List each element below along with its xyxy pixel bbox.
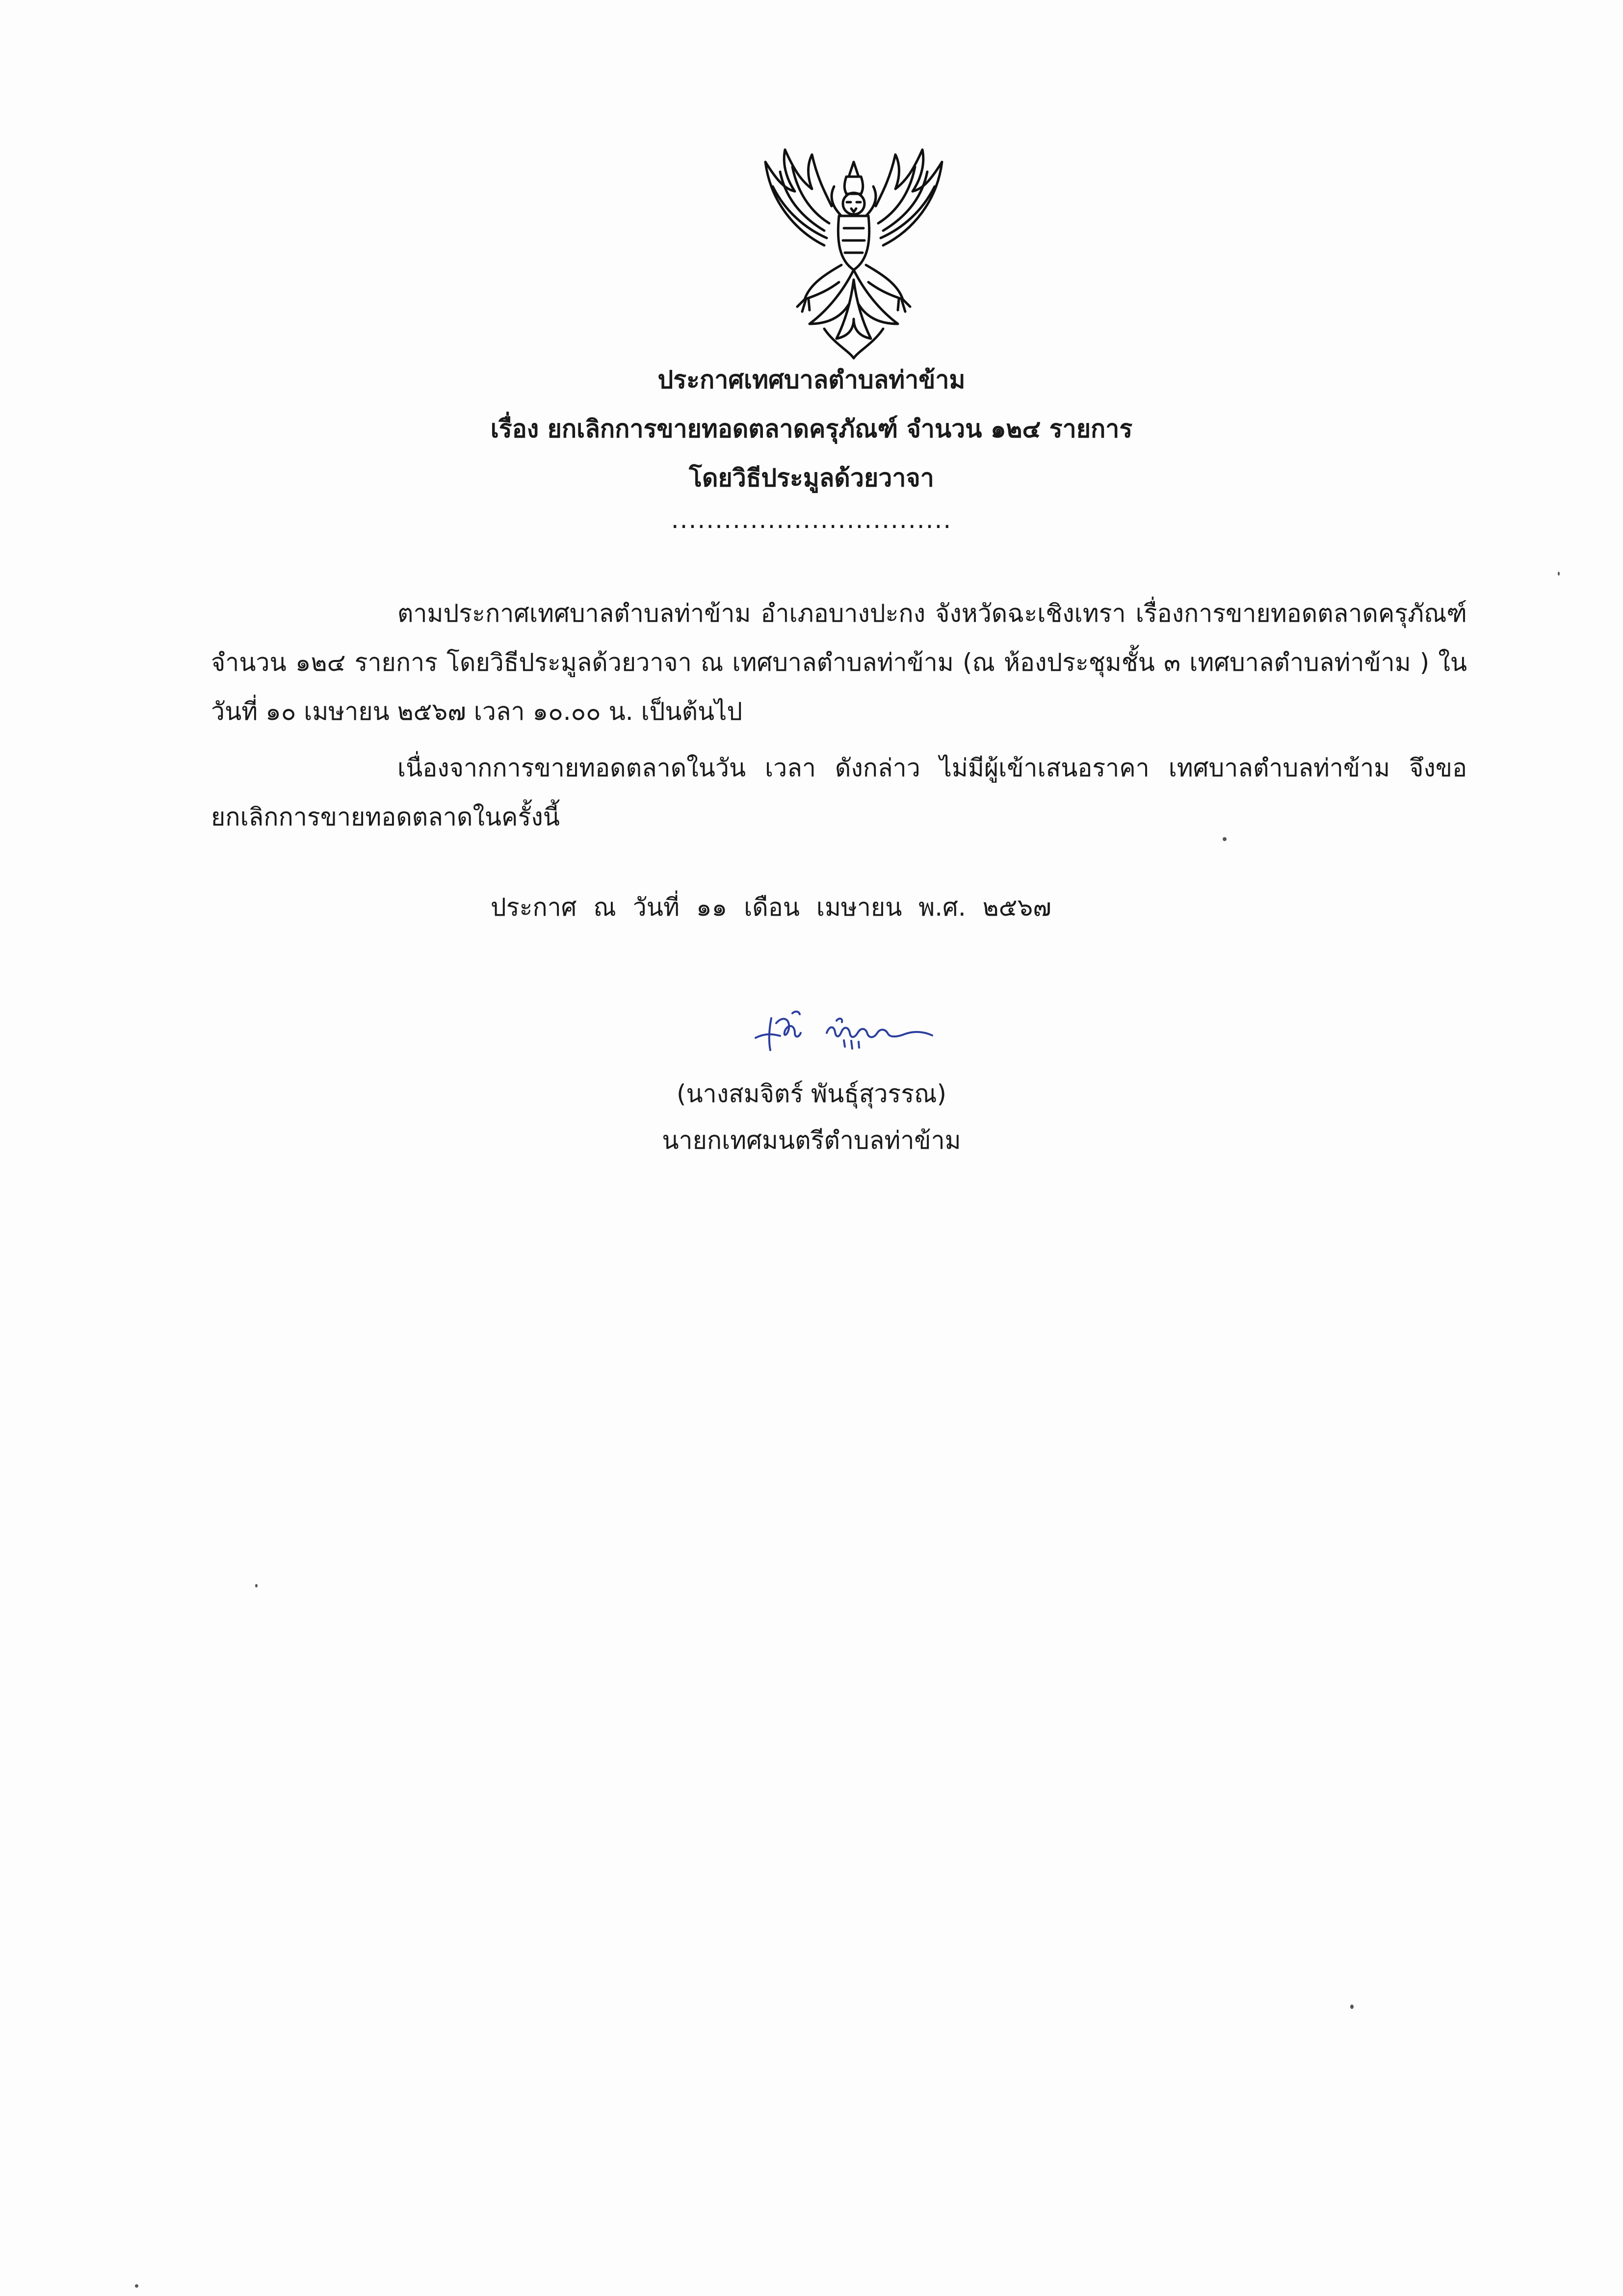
scan-speck bbox=[1223, 837, 1227, 841]
scan-speck bbox=[1558, 572, 1560, 576]
scan-speck bbox=[135, 2284, 138, 2288]
handwritten-signature bbox=[746, 1003, 952, 1057]
body-paragraph-2: เนื่องจากการขายทอดตลาดในวัน เวลา ดังกล่าว ไม่มีผู้เข้าเสนอราคา เทศบาลตำบลท่าข้าม จึงขอยกเลิกการขายทอดตลาดในครั้งนี้ bbox=[211, 754, 1467, 831]
header-separator: ................................ bbox=[671, 505, 952, 534]
scan-speck bbox=[1350, 2005, 1354, 2009]
announcement-subject: เรื่อง ยกเลิกการขายทอดตลาดครุภัณฑ์ จำนวน ๑๒๔ รายการ bbox=[490, 415, 1133, 443]
signer-name: (นางสมจิตร์ พันธุ์สุวรรณ) bbox=[676, 1080, 947, 1108]
body-paragraph-1: ตามประกาศเทศบาลตำบลท่าข้าม อำเภอบางปะกง จังหวัดฉะเชิงเทรา เรื่องการขายทอดตลาดครุภัณฑ์ จำนวน ๑๒๔ รายการ โดยวิธีประมูลด้วยวาจา ณ เทศบาลตำบลท่าข้าม (ณ ห้องประชุมชั้น ๓ เทศบาลตำบลท่าข้าม ) ในวันที่ ๑๐ เมษายน ๒๕๖๗ เวลา ๑๐.๐๐ น. เป็นต้นไป bbox=[211, 599, 1467, 726]
garuda-emblem-icon bbox=[751, 142, 957, 363]
announcement-date: ประกาศ ณ วันที่ ๑๑ เดือน เมษายน พ.ศ. ๒๕๖๗ bbox=[491, 893, 1051, 922]
signer-position: นายกเทศมนตรีตำบลท่าข้าม bbox=[662, 1126, 961, 1155]
announcement-title: ประกาศเทศบาลตำบลท่าข้าม bbox=[657, 366, 966, 394]
announcement-method: โดยวิธีประมูลด้วยวาจา bbox=[689, 464, 934, 492]
scan-speck bbox=[255, 1584, 258, 1587]
